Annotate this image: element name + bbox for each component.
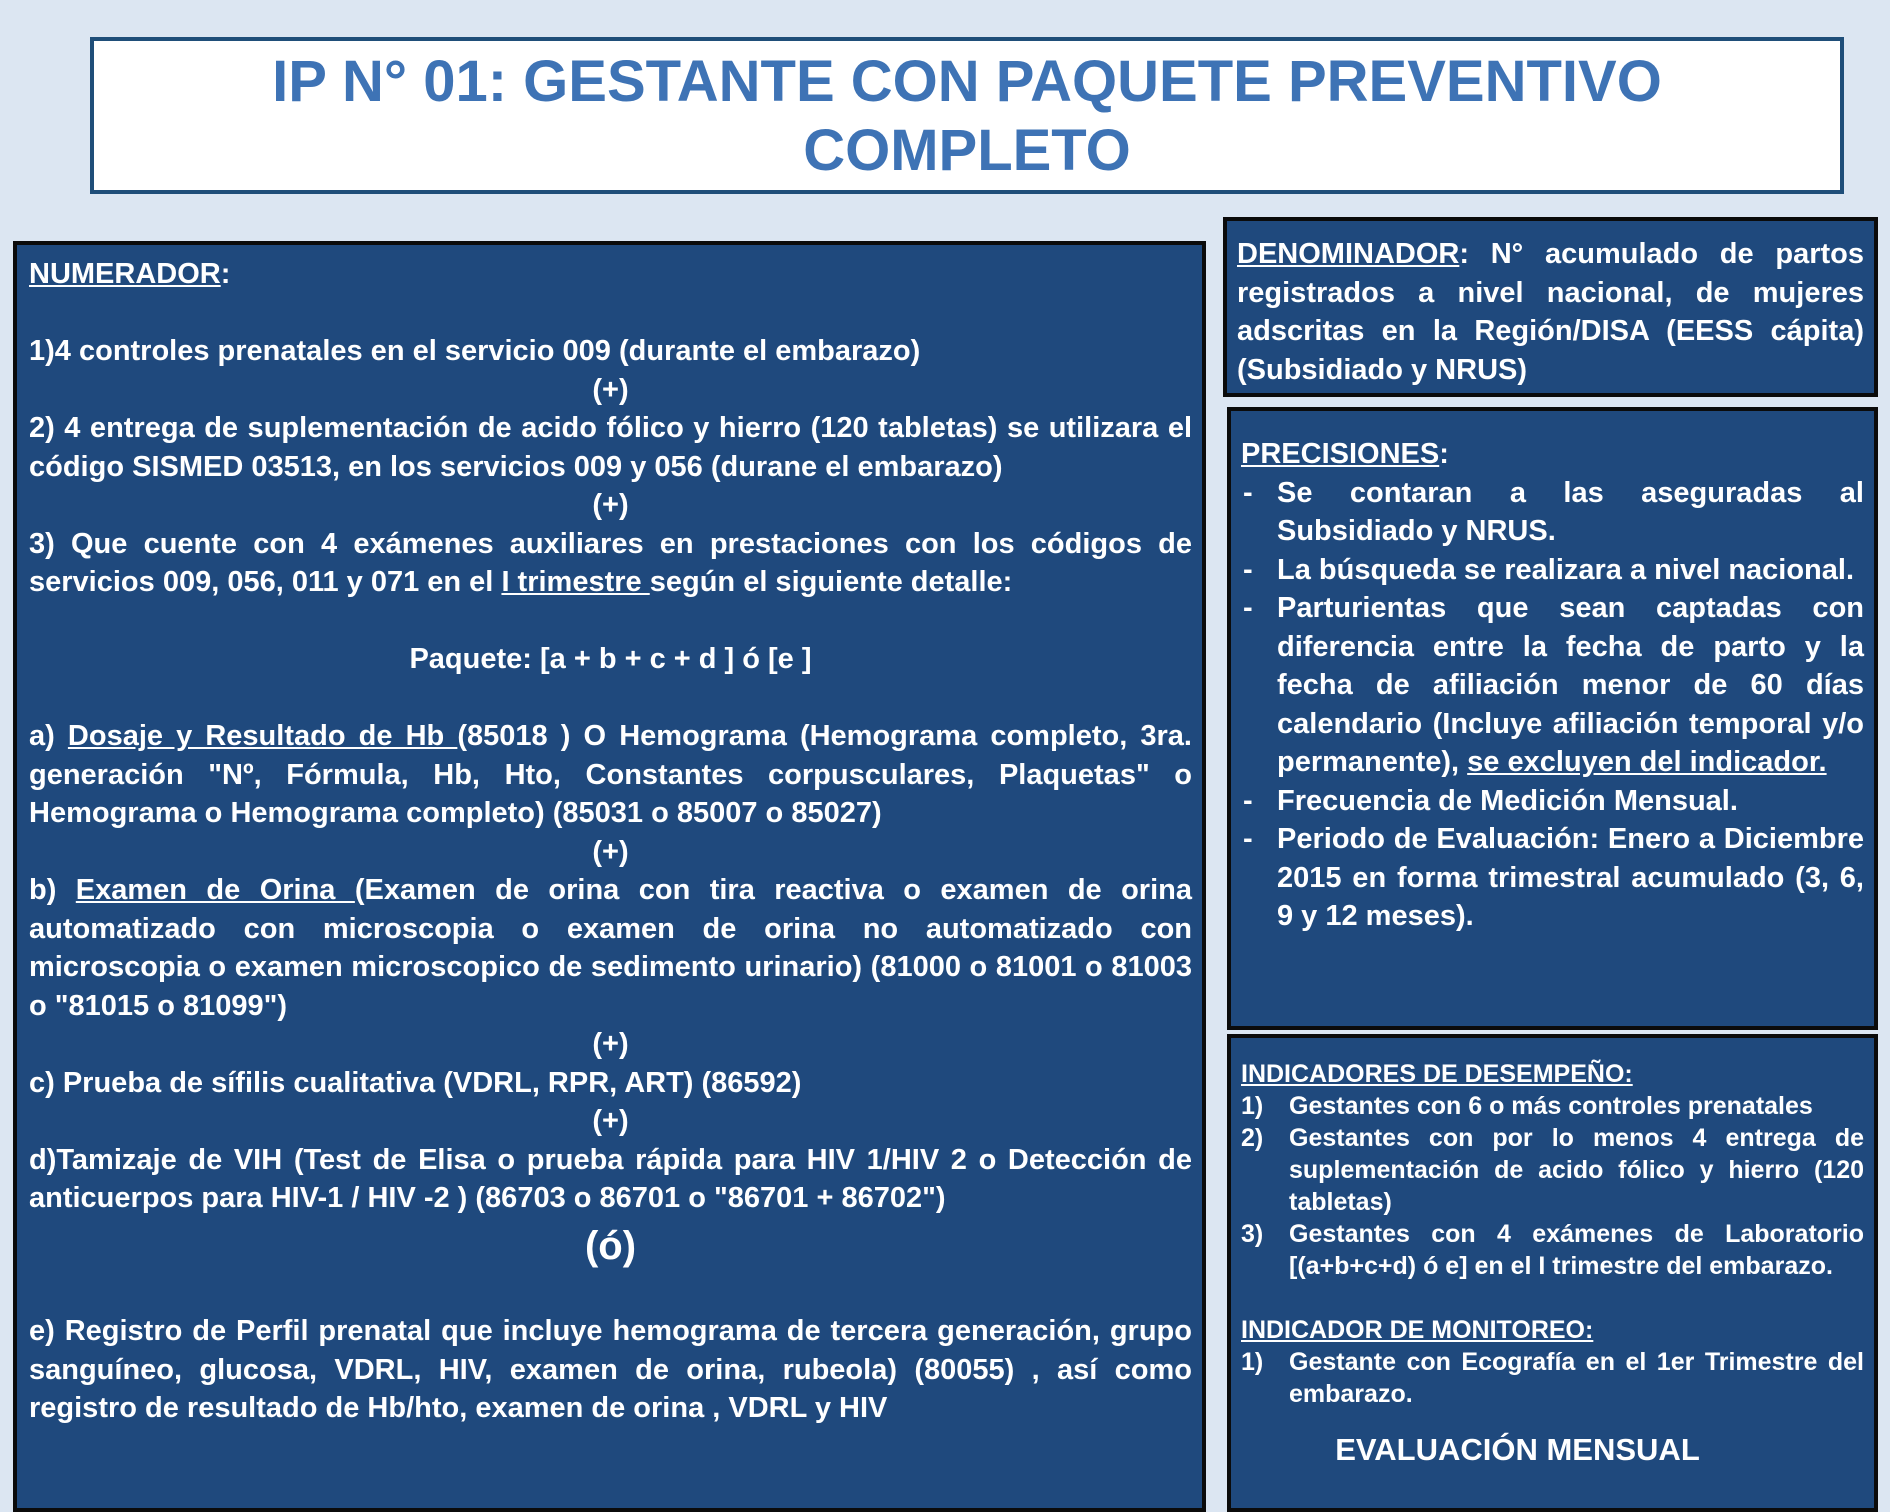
denominador-heading: DENOMINADOR [1237,238,1460,270]
exam-e: e) Registro de Perfil prenatal que incluye hemograma de tercera generación, grupo sanguíneo, glucosa, VDRL, HIV, examen de orina, rubeola) (80055) , así como registro de resultado de Hb/hto, examen de orina , VDRL y HIV [29,1315,1192,1424]
exam-c: c) Prueba de sífilis cualitativa (VDRL, RPR, ART) (86592) [29,1066,802,1099]
evaluacion-label: EVALUACIÓN MENSUAL [1335,1432,1700,1467]
plus-separator: (+) [592,1028,629,1060]
list-item: - Parturientas que sean captadas con diferencia entre la fecha de parto y la fecha de afiliación menor de 60 días calendario (Incluye afiliación temporal y/o permanente), se excluyen del indicador. [1243,592,1864,778]
list-item: 3) Gestantes con 4 exámenes de Laboratorio [(a+b+c+d) ó e] en el I trimestre del embarazo. [1241,1220,1864,1280]
exam-b: b) Examen de Orina (Examen de orina con tira reactiva o examen de orina automatizado con microscopia o examen de orina no automatizado con microscopia o examen microscopico de sedimento urinario) (81000 o 81001 o 81003 o "81015 o 81099") [29,874,1192,1022]
list-item: - La búsqueda se realizara a nivel nacional. [1243,553,1855,586]
title-box [90,37,1844,194]
numerador-panel [13,241,1206,1512]
plus-separator: (+) [592,1105,629,1137]
plus-separator: (+) [592,373,629,406]
title-line-2: COMPLETO [803,117,1131,183]
denominador-panel [1223,217,1878,397]
list-item: 1) Gestantes con 6 o más controles prenatales [1241,1092,1813,1120]
numerador-heading: NUMERADOR [29,258,221,290]
list-item: - Se contaran a las aseguradas al Subsidiado y NRUS. [1243,476,1864,547]
exam-a: a) Dosaje y Resultado de Hb (85018 ) O Hemograma (Hemograma completo, 3ra. generación "Nº, Fórmula, Hb, Hto, Constantes corpusculares, Plaquetas" o Hemograma o Hemograma completo) (85031 o 85007 o 85027) [29,720,1192,829]
plus-separator: (+) [592,835,629,868]
precisiones-panel: PRECISIONES: - Se contaran a las aseguradas al Subsidiado y NRUS. - La búsqueda se realizara a nivel nacional. - Parturientas que sean captadas con diferencia entre la fecha de parto y la fecha de afiliación menor de 60 días calendario (Incluye afiliación temporal y/o permanente), se excluyen del indicador. - Frecuencia de Medición Mensual. - Periodo de Evaluación: Enero a Diciembre 2015 en forma trimestral acumulado (3, 6, 9 y 12 meses). [1227,407,1878,1030]
list-item: 2) Gestantes con por lo menos 4 entrega de suplementación de acido fólico y hierro (120 tabletas) [1241,1124,1864,1216]
list-item: - Periodo de Evaluación: Enero a Diciembre 2015 en forma trimestral acumulado (3, 6, 9 y 12 meses). [1243,823,1864,932]
indicadores-heading: INDICADORES DE DESEMPEÑO: [1241,1060,1633,1088]
list-item: 1) Gestante con Ecografía en el 1er Trimestre del embarazo. [1241,1348,1864,1408]
page-title [272,47,1662,185]
list-item: - Frecuencia de Medición Mensual. [1243,784,1738,817]
numerador-item-2: 2) 4 entrega de suplementación de acido fólico y hierro (120 tabletas) se utilizara el código SISMED 03513, en los servicios 009 y 056 (durane el embarazo) [29,412,1192,483]
indicadores-panel [1227,1034,1878,1512]
exam-d: d)Tamizaje de VIH (Test de Elisa o prueba rápida para HIV 1/HIV 2 o Detección de anticuerpos para HIV-1 / HIV -2 ) (86703 o 86701 o "86701 + 86702") [29,1143,1192,1214]
or-separator: (ó) [584,1223,637,1268]
title-line-1: IP N° 01: GESTANTE CON PAQUETE PREVENTIVO [272,48,1662,114]
precisiones-heading: PRECISIONES [1241,438,1440,470]
monitoreo-heading: INDICADOR DE MONITOREO: [1241,1316,1594,1344]
numerador-colon: : [220,258,231,290]
numerador-item-3: 3) Que cuente con 4 exámenes auxiliares en prestaciones con los códigos de servicios 009, 056, 011 y 071 en el I trimestre según el siguiente detalle: [29,527,1192,598]
paquete-formula: Paquete: [a + b + c + d ] ó [e ] [409,643,812,675]
denominador-text: : N° acumulado de partos registrados a nivel nacional, de mujeres adscritas en la Región/DISA (EESS cápita) (Subsidiado y NRUS) [1237,238,1864,386]
plus-separator: (+) [592,489,629,521]
numerador-item-1: 1)4 controles prenatales en el servicio 009 (durante el embarazo) [29,335,921,367]
